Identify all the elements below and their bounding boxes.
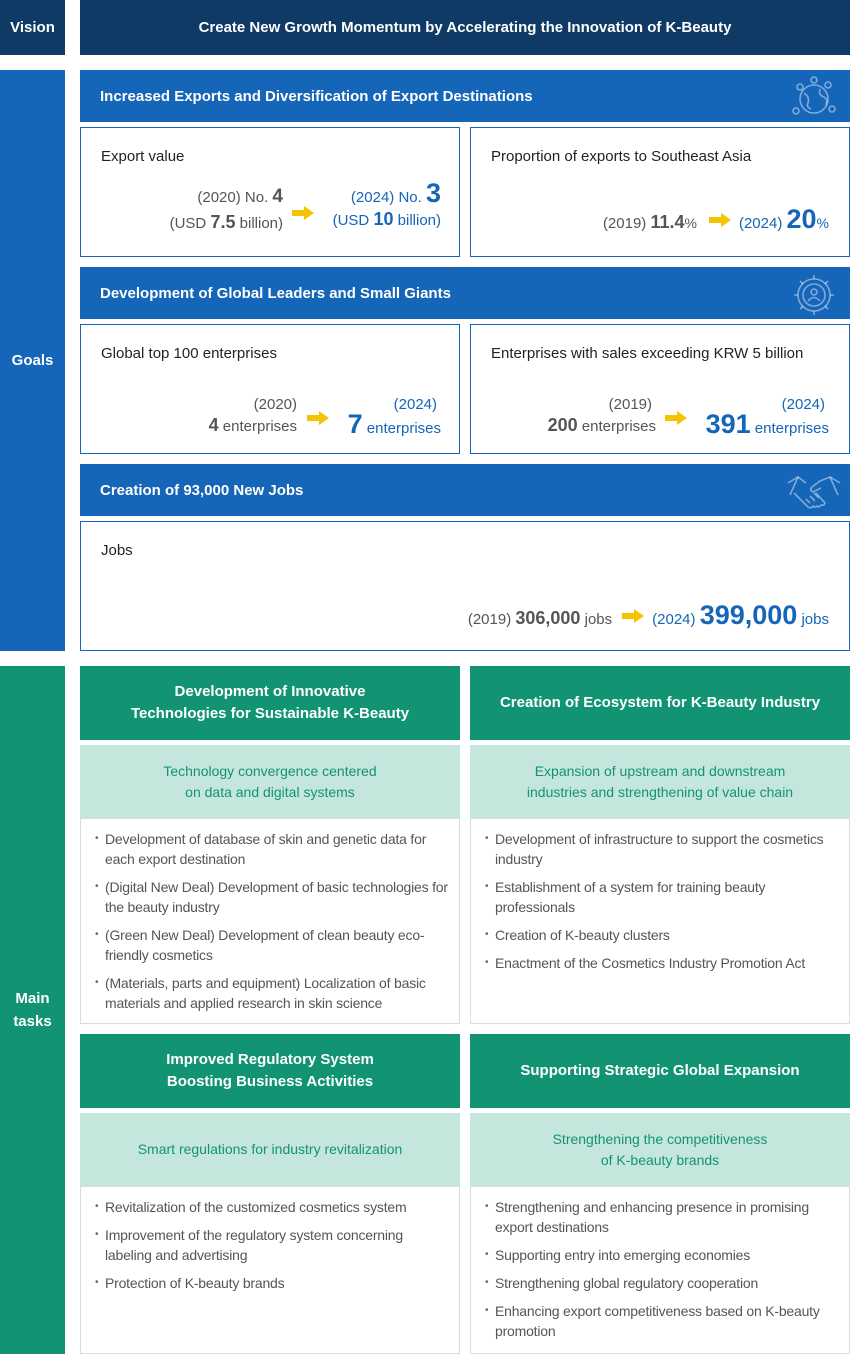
gear-person-icon [786, 272, 842, 316]
from-usd-value: 7.5 [210, 212, 236, 232]
to-year: (2024) No. [350, 189, 422, 206]
to-usd-suffix: billion) [397, 212, 441, 229]
from-unit: enterprises [222, 418, 297, 435]
list-item: • Development of infrastructure to support the cosmetics industry [485, 829, 841, 869]
list-item: • Improvement of the regulatory system concerning labeling and advertising [95, 1225, 451, 1265]
arrow-right-icon [307, 411, 329, 425]
to-year: (2024) [652, 611, 696, 628]
task-header-line2: Technologies for Sustainable K-Beauty [130, 705, 410, 722]
goal-box-title: Export value [101, 148, 185, 165]
task-header-regulatory [80, 1034, 460, 1108]
from-year: (2019) [608, 396, 652, 413]
arrow-right-icon [665, 411, 687, 425]
to-usd-prefix: (USD [332, 212, 370, 229]
task-sub-tech-convergence [80, 745, 460, 818]
task-header-ecosystem [470, 666, 850, 740]
list-item: • Enhancing export competitiveness based on K-beauty promotion [485, 1301, 841, 1341]
from-year: (2020) No. [197, 189, 269, 206]
to-rank: 3 [425, 178, 441, 208]
to-year: (2024) [781, 396, 825, 413]
task-sub-brand-competitiveness [470, 1113, 850, 1186]
main-tasks-label-line2: tasks [13, 1013, 52, 1030]
sales-from [548, 396, 656, 436]
task-sub-line2: of K-beauty brands [600, 1151, 720, 1168]
main-tasks-label-line1: Main [15, 990, 50, 1007]
list-item: • Strengthening global regulatory cooperation [485, 1273, 841, 1293]
task-sub-line1: Strengthening the competitiveness [552, 1130, 768, 1147]
from-value: 306,000 [515, 608, 581, 628]
list-item: • (Materials, parts and equipment) Localization of basic materials and applied research in skin science [95, 973, 451, 1013]
task-sub-line1: Expansion of upstream and downstream [534, 762, 786, 779]
arrow-right-icon [622, 609, 644, 623]
vision-statement: Create New Growth Momentum by Accelerating the Innovation of K-Beauty [80, 0, 850, 55]
goal-header-global-leaders [80, 267, 850, 319]
to-value: 391 [705, 409, 751, 439]
main-tasks-label [0, 666, 65, 1354]
list-item: • Strengthening and enhancing presence in promising export destinations [485, 1197, 841, 1237]
task-sub-line2: on data and digital systems [185, 783, 355, 800]
list-item: • Development of database of skin and genetic data for each export destination [95, 829, 451, 869]
task-header-line1: Development of Innovative [174, 683, 366, 700]
goal-box-sales-5-billion [470, 324, 850, 454]
task-sub-line1: Technology convergence centered [163, 762, 377, 779]
goal-header-jobs [80, 464, 850, 516]
goal-header-title: Development of Global Leaders and Small Giants [100, 284, 451, 302]
task-list-regulatory [80, 1186, 460, 1354]
task-header-innovative-tech [80, 666, 460, 740]
to-usd-value: 10 [373, 209, 394, 229]
handshake-icon [786, 469, 842, 513]
arrow-right-icon [709, 213, 731, 227]
to-year: (2024) [393, 396, 437, 413]
from-year: (2019) [602, 215, 647, 232]
jobs-values [468, 600, 829, 631]
goal-header-title: Increased Exports and Diversification of Export Destinations [100, 87, 533, 105]
sea-proportion-values [603, 204, 829, 235]
export-value-to [333, 178, 441, 230]
task-header-line1: Improved Regulatory System [166, 1051, 374, 1068]
list-item: • Creation of K-beauty clusters [485, 925, 841, 945]
sales-to [706, 396, 829, 440]
task-header-line1: Creation of Ecosystem for K-Beauty Industry [499, 694, 821, 711]
goal-box-title: Enterprises with sales exceeding KRW 5 billion [491, 345, 804, 362]
task-header-global-expansion [470, 1034, 850, 1108]
list-item: • Enactment of the Cosmetics Industry Promotion Act [485, 953, 841, 973]
task-sub-value-chain [470, 745, 850, 818]
to-unit: enterprises [754, 420, 829, 437]
task-list-global-expansion [470, 1186, 850, 1354]
list-item: • Establishment of a system for training beauty professionals [485, 877, 841, 917]
export-value-from [170, 186, 283, 233]
task-list-innovative-tech [80, 818, 460, 1024]
to-value: 7 [347, 409, 363, 439]
goal-box-sea-proportion [470, 127, 850, 257]
task-sub-smart-regulations [80, 1113, 460, 1186]
goal-box-export-value [80, 127, 460, 257]
list-item: • (Digital New Deal) Development of basic technologies for the beauty industry [95, 877, 451, 917]
from-year: (2019) [467, 611, 512, 628]
to-unit: % [816, 215, 829, 231]
goal-box-global-top-100 [80, 324, 460, 454]
goal-header-exports [80, 70, 850, 122]
top100-from [209, 396, 297, 436]
from-value: 4 [208, 415, 219, 435]
list-item: • Protection of K-beauty brands [95, 1273, 451, 1293]
task-header-line2: Boosting Business Activities [166, 1073, 374, 1090]
from-unit: enterprises [581, 418, 656, 435]
from-usd-prefix: (USD [169, 215, 207, 232]
from-value: 200 [547, 415, 578, 435]
list-item: • (Green New Deal) Development of clean beauty eco-friendly cosmetics [95, 925, 451, 965]
goal-header-title: Creation of 93,000 New Jobs [100, 481, 304, 499]
goal-box-title: Proportion of exports to Southeast Asia [491, 148, 752, 165]
from-value: 11.4 [650, 212, 685, 232]
goal-box-title: Global top 100 enterprises [101, 345, 277, 362]
goals-label: Goals [0, 70, 65, 651]
globe-network-icon [786, 75, 842, 119]
task-list-ecosystem [470, 818, 850, 1024]
from-unit: % [684, 215, 697, 231]
from-unit: jobs [584, 611, 613, 628]
to-unit: jobs [801, 611, 829, 628]
list-item: • Supporting entry into emerging economies [485, 1245, 841, 1265]
task-sub-line1: Smart regulations for industry revitalization [137, 1141, 403, 1157]
to-value: 399,000 [699, 600, 798, 630]
to-value: 20 [786, 204, 817, 234]
task-header-line1: Supporting Strategic Global Expansion [520, 1062, 800, 1079]
to-unit: enterprises [366, 420, 441, 437]
vision-label: Vision [0, 0, 65, 55]
from-year: (2020) [253, 396, 297, 413]
arrow-right-icon [292, 206, 314, 220]
from-rank: 4 [272, 186, 283, 207]
list-item: • Revitalization of the customized cosmetics system [95, 1197, 451, 1217]
goal-box-title: Jobs [101, 542, 133, 559]
from-usd-suffix: billion) [239, 215, 283, 232]
top100-to [348, 396, 441, 440]
task-sub-line2: industries and strengthening of value chain [526, 783, 794, 800]
goal-box-jobs [80, 521, 850, 651]
to-year: (2024) [738, 215, 783, 232]
